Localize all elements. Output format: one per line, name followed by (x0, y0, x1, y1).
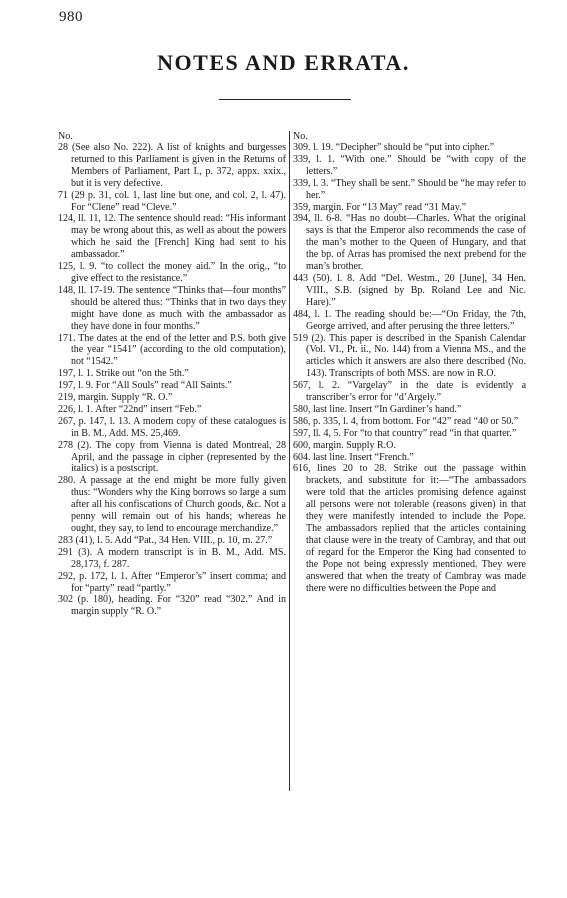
erratum-entry (293, 463, 526, 594)
erratum-entry (58, 547, 286, 571)
entry-text: ll. 4, 5. For “to that country” read “in that quarter.” (313, 427, 517, 439)
entry-number: 484, (293, 308, 311, 320)
erratum-entry (293, 416, 526, 428)
entry-text: p. 335, l. 4, from bottom. For “42” read “40 or 50.” (313, 415, 519, 427)
erratum-entry (293, 440, 526, 452)
erratum-entry (58, 404, 286, 416)
entry-number: 339, (293, 177, 311, 189)
entry-text: (50). l. 8. Add “Del. Westm., 20 [June], 34 Hen. VIII., S.B. (signed by Bp. Roland Lee and Nic. Hare).” (306, 272, 526, 308)
erratum-entry (293, 202, 526, 214)
entry-number: 28 (58, 142, 68, 153)
erratum-entry (58, 213, 286, 261)
entry-number: 580, (293, 403, 311, 415)
entry-text: l. 1. “With one.” Should be “with copy of the letters.” (306, 153, 526, 177)
entry-text: l. 1. After “22nd” insert “Feb.” (78, 403, 202, 415)
entry-text: margin. Supply R.O. (313, 439, 396, 451)
erratum-entry (58, 440, 286, 476)
entry-number: 125, (58, 261, 76, 273)
entry-text: margin. Supply “R. O.” (78, 392, 173, 404)
entry-number: 519 (293, 332, 308, 344)
entry-text: (See also No. 222). A list of knights and burgesses returned to this Parliament is given in the Returns of Members of Parliament, Part I., p. 372, appx. xxix., but it is very defective. (71, 142, 286, 189)
entry-number: 600, (293, 439, 311, 451)
entry-text: last line. Insert “In Gardiner’s hand.” (313, 403, 462, 415)
right-column-heading: No. (293, 131, 308, 142)
entry-text: l. 2. “Vargelay” in the date is evidently a transcriber’s error for “d’Argely.” (306, 380, 527, 404)
erratum-entry (293, 273, 526, 309)
erratum-entry (58, 416, 286, 440)
entry-number: 586, (293, 415, 311, 427)
erratum-entry (58, 392, 286, 404)
entry-text: The dates at the end of the letter and P.S. both give the year “1541” (according to the old computation), not “1542.” (71, 332, 286, 368)
page-number: 980 (59, 9, 83, 25)
entry-number: 394, (293, 213, 311, 225)
entry-text: l. 1. The reading should be:—“On Friday, the 7th, George arrived, and after perusing the three letters.” (306, 308, 526, 332)
entry-number: 267, (58, 415, 76, 427)
entry-text: (41), l. 5. Add “Pat., 34 Hen. VIII., p. 10, m. 27.” (75, 534, 273, 546)
erratum-entry (58, 380, 286, 392)
entry-text: (3). A modern transcript is in B. M., Add. MS. 28,173, f. 287. (71, 546, 286, 570)
erratum-entry (58, 261, 286, 285)
erratum-entry (58, 594, 286, 618)
entry-text: (29 p. 31, col. 1, last line but one, and col. 2, l. 47). For “Clene” read “Cleve.” (71, 189, 286, 213)
erratum-entry (58, 571, 286, 595)
entry-number: 219, (58, 392, 76, 404)
erratum-entry (293, 213, 526, 273)
entry-number: 197, (58, 368, 76, 380)
entry-number: 339, (293, 153, 311, 165)
entry-number: 197, (58, 380, 76, 392)
erratum-entry (293, 452, 526, 464)
entry-number: 567, (293, 380, 311, 392)
entry-number: 280. (58, 475, 76, 487)
erratum-entry (58, 535, 286, 547)
entry-text: l. 9. “to collect the money aid.” In the orig., “to give effect to the resistance.” (71, 261, 286, 284)
erratum-entry (293, 178, 526, 202)
entry-number: 302 (58, 594, 73, 606)
entry-number: 291 (58, 546, 73, 558)
column-divider (289, 131, 290, 791)
entry-number: 148, (58, 284, 76, 296)
left-column (58, 131, 286, 618)
entry-number: 359, (293, 201, 311, 213)
entry-text: ll. 11, 12. The sentence should read: “His informant may be wrong about this, as well as about the powers which he said the [French] King had sent to his ambassador.” (71, 213, 286, 261)
entry-text: margin. For “13 May” read “31 May.” (313, 201, 467, 213)
erratum-entry (293, 333, 526, 381)
right-column (293, 131, 526, 594)
erratum-entry (58, 333, 286, 369)
entry-text: l. 3. “They shall be sent.” Should be “he may refer to her.” (306, 177, 527, 201)
erratum-entry (58, 190, 286, 214)
entry-number: 597, (293, 427, 311, 439)
entry-text: A passage at the end might be more fully given thus: “Wonders why the King borrows so large a sum after all his confiscations of Church goods, &c. Not a penny will remain out of his hands; whereas he ought, they say, to lend to encourage merchandize.” (71, 475, 286, 534)
erratum-entry (293, 404, 526, 416)
erratum-entry (293, 380, 526, 404)
entry-text: l. 1. Strike out “on the 5th.” (78, 368, 189, 380)
erratum-entry (293, 142, 526, 154)
entry-text: p. 147, l. 13. A modern copy of these catalogues is in B. M., Add. MS. 25,469. (71, 415, 286, 439)
entry-text: (2). This paper is described in the Spanish Calendar (Vol. VI., Pt. ii., No. 144) from a Vienna MS., and the articles which it answers are also there described (No. 143). Transcripts of both MSS. are now in R.O. (306, 332, 526, 380)
erratum-entry (58, 475, 286, 535)
entry-number: 283 (58, 534, 73, 546)
entry-text: l. 9. For “All Souls” read “All Saints.” (78, 380, 232, 392)
title-rule (219, 99, 351, 100)
entry-text: lines 20 to 28. Strike out the passage within brackets, and substitute for it:—“The ambassadors were told that the articles promising defence against all persons were not tolerable (reasons given) in that they were manifestly intended to include the Pope. The ambassadors replied that the articles containing that clause were in the treaty of Cambray, and that out of regard for the Emperor the King had consented to the Pope not being expressly mentioned. They were answered that when the treaty of Cambray was made there were no difficulties between the Pope and (306, 463, 527, 594)
page-title: NOTES AND ERRATA. (157, 50, 410, 75)
erratum-entry (293, 428, 526, 440)
entry-text: (2). The copy from Vienna is dated Montreal, 28 April, and the passage in cipher (represented by the italics) is a postscript. (71, 439, 287, 475)
entry-number: 171. (58, 332, 76, 344)
entry-text: ll. 6-8. “Has no doubt—Charles. What the original says is that the Emperor also recommends the case of the man’s mother to the Queen of Hungary, and that the bp. of Arras has promised the next prebend for the man’s brother. (306, 213, 526, 273)
entry-text: l. 19. “Decipher” should be “put into cipher.” (313, 142, 495, 153)
erratum-entry (58, 285, 286, 333)
erratum-entry (293, 309, 526, 333)
entry-number: 309. (293, 142, 311, 153)
entry-number: 71 (58, 189, 68, 201)
entry-number: 604. (293, 451, 311, 463)
entry-number: 616, (293, 463, 311, 475)
entry-number: 226, (58, 403, 76, 415)
entry-number: 124, (58, 213, 76, 225)
erratum-entry (58, 368, 286, 380)
erratum-entry (293, 154, 526, 178)
entry-number: 292, (58, 570, 76, 582)
entry-text: p. 172, l. 1. After “Emperor’s” insert comma; and for “party” read “partly.” (71, 570, 286, 594)
entry-text: ll. 17-19. The sentence “Thinks that—four months” should be altered thus: “Thinks that in two days they might have done as much with the ambassador as they have done in four months.” (71, 284, 287, 332)
erratum-entry (58, 142, 286, 190)
entry-number: 278 (58, 439, 73, 451)
left-column-heading: No. (58, 131, 73, 142)
entry-number: 443 (293, 272, 308, 284)
entry-text: (p. 180), heading. For “320” read “302.” And in margin supply “R. O.” (71, 594, 287, 618)
entry-text: last line. Insert “French.” (313, 451, 414, 463)
